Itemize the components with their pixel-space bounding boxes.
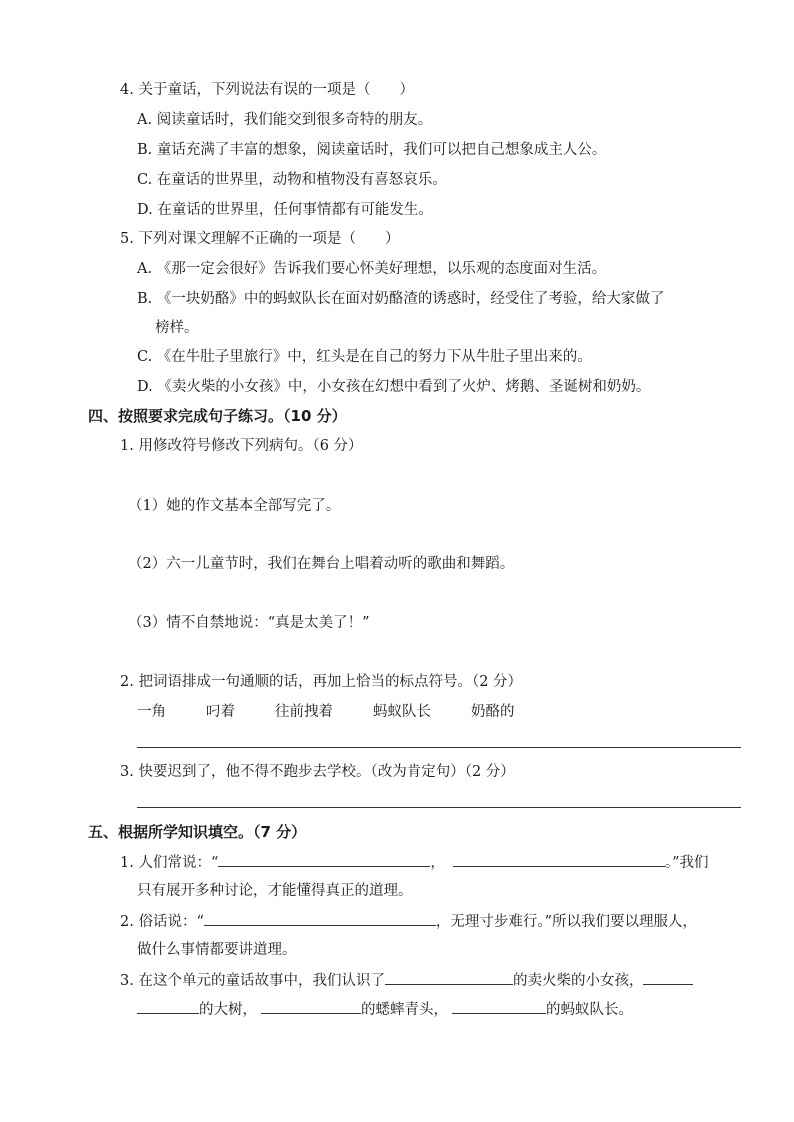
s5-q1-suffix: 。”我们 bbox=[664, 855, 709, 871]
s5-q1-line2: 只有展开多种讨论，才能懂得真正的道理。 bbox=[137, 883, 413, 899]
s5-q2-prefix: 2. 俗话说：“ bbox=[120, 914, 204, 930]
s4-sentence-3: （3）情不自禁地说：“真是太美了！” bbox=[128, 615, 370, 631]
q5-option-d: D. 《卖火柴的小女孩》中，小女孩在幻想中看到了火炉、烤鹅、圣诞树和奶奶。 bbox=[137, 379, 651, 395]
s5-q3-line1 bbox=[120, 970, 693, 991]
s4-q3: 3. 快要迟到了，他不得不跑步去学校。（改为肯定句）（2 分） bbox=[120, 764, 515, 780]
q4-stem: 4. 关于童话，下列说法有误的一项是（ ） bbox=[120, 82, 414, 98]
section5-title: 五、根据所学知识填空。（7 分） bbox=[88, 823, 307, 841]
q5-option-b-cont: 榜样。 bbox=[155, 320, 199, 336]
q4-option-c: C. 在童话的世界里，动物和植物没有喜怒哀乐。 bbox=[137, 172, 447, 188]
q5-option-b: B. 《一块奶酪》中的蚂蚁队长在面对奶酪渣的诱惑时，经受住了考验，给大家做了 bbox=[137, 291, 665, 307]
s4-q2: 2. 把词语排成一句通顺的话，再加上恰当的标点符号。（2 分） bbox=[120, 674, 523, 690]
s5-q1-prefix: 1. 人们常说：“ bbox=[120, 855, 219, 871]
blank-q1-b[interactable] bbox=[453, 852, 665, 867]
q4-option-a: A. 阅读童话时，我们能交到很多奇特的朋友。 bbox=[137, 112, 433, 128]
s5-q3-suffix: 的蚂蚁队长。 bbox=[546, 1002, 633, 1018]
s5-q3-mid2: 的大树， bbox=[199, 1002, 257, 1018]
s5-q3-line2 bbox=[137, 999, 633, 1020]
word-2: 叼着 bbox=[206, 704, 235, 720]
s5-q2-suffix: ，无理寸步难行。”所以我们要以理服人， bbox=[435, 914, 698, 930]
blank-q2[interactable] bbox=[204, 911, 436, 926]
s4-sentence-2: （2）六一儿童节时，我们在舞台上唱着动听的歌曲和舞蹈。 bbox=[128, 556, 515, 572]
blank-q1-a[interactable] bbox=[218, 852, 430, 867]
s5-q1-comma: ， bbox=[430, 855, 445, 871]
word-3: 往前拽着 bbox=[275, 704, 333, 720]
section4-title: 四、按照要求完成句子练习。（10 分） bbox=[88, 407, 347, 425]
s5-q3-prefix: 3. 在这个单元的童话故事中，我们认识了 bbox=[120, 973, 385, 989]
s5-q3-mid1: 的卖火柴的小女孩， bbox=[512, 973, 644, 989]
blank-q3-a[interactable] bbox=[385, 970, 513, 985]
q5-stem: 5. 下列对课文理解不正确的一项是（ ） bbox=[120, 231, 400, 247]
s5-q1-line1 bbox=[120, 852, 709, 873]
word-4: 蚂蚁队长 bbox=[373, 704, 431, 720]
blank-q3-d[interactable] bbox=[452, 999, 546, 1014]
answer-line-q3[interactable] bbox=[137, 807, 741, 808]
q5-option-a: A. 《那一定会很好》告诉我们要心怀美好理想，以乐观的态度面对生活。 bbox=[137, 261, 607, 277]
s5-q2-line1 bbox=[120, 911, 697, 932]
q4-option-d: D. 在童话的世界里，任何事情都有可能发生。 bbox=[137, 202, 433, 218]
blank-q3-b-start[interactable] bbox=[643, 970, 693, 985]
s4-q1: 1. 用修改符号修改下列病句。（6 分） bbox=[120, 438, 363, 454]
q4-option-b: B. 童话充满了丰富的想象，阅读童话时，我们可以把自己想象成主人公。 bbox=[137, 142, 607, 158]
s5-q2-line2: 做什么事情都要讲道理。 bbox=[137, 942, 297, 958]
word-1: 一角 bbox=[137, 704, 166, 720]
blank-q3-c[interactable] bbox=[261, 999, 361, 1014]
word-5: 奶酪的 bbox=[471, 704, 515, 720]
s5-q3-mid3: 的蟋蟀青头， bbox=[361, 1002, 448, 1018]
s4-word-list bbox=[137, 702, 555, 722]
s4-sentence-1: （1）她的作文基本全部写完了。 bbox=[128, 498, 341, 514]
blank-q3-b-end[interactable] bbox=[137, 999, 199, 1014]
answer-line-q2[interactable] bbox=[137, 747, 741, 748]
q5-option-c: C. 《在牛肚子里旅行》中，红头是在自己的努力下从牛肚子里出来的。 bbox=[137, 349, 592, 365]
